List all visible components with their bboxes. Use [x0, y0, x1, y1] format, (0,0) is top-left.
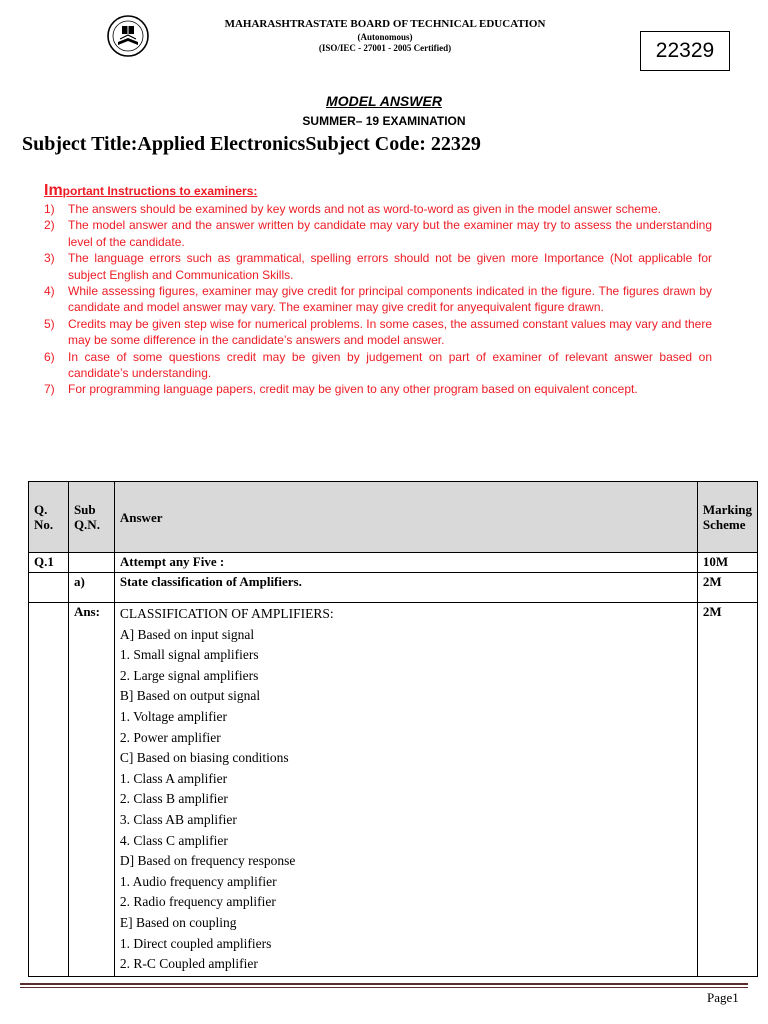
instruction-text: Credits may be given step wise for numerical problems. In some cases, the assumed constant values may vary and there may be some difference in the candidate’s answers and model answer. [68, 316, 712, 348]
answer-line: B] Based on output signal [119, 688, 261, 704]
answer-line: 2. R-C Coupled amplifier [119, 956, 258, 972]
header-answer: Answer [114, 482, 697, 553]
page-number: Page1 [707, 990, 739, 1005]
instructions-heading [44, 182, 712, 200]
answer-line: 1. Class A amplifier [119, 770, 228, 786]
answer-line: E] Based on coupling [119, 914, 237, 930]
answer-line: 2. Class B amplifier [119, 791, 228, 807]
board-name: MAHARASHTRASTATE BOARD OF TECHNICAL EDUCATION [224, 18, 546, 30]
instruction-text: The model answer and the answer written by candidate may vary but the examiner may try to assess the understanding level of the candidate. [68, 218, 712, 249]
instruction-number: 6) [44, 349, 55, 364]
answer-line: 2. Radio frequency amplifier [119, 894, 276, 910]
answer-line: 3. Class AB amplifier [119, 811, 237, 827]
answer-line: D] Based on frequency response [119, 853, 296, 869]
instruction-number: 7) [44, 382, 55, 397]
q1-number: Q.1 [29, 553, 69, 573]
table-row-q1 [29, 553, 758, 573]
table-row-qa [29, 573, 758, 603]
footer-divider [20, 983, 748, 985]
ans-content [114, 603, 697, 977]
instruction-number: 1) [44, 202, 55, 216]
instructions-heading-rest: portant Instructions to examiners: [62, 184, 258, 198]
instruction-text: The answers should be examined by key words and not as word-to-word as given in the model answer scheme. [68, 202, 661, 216]
instruction-item [44, 250, 712, 283]
instructions-section [44, 182, 712, 398]
footer-divider-thin [20, 987, 748, 988]
qa-subqn: a) [68, 573, 114, 603]
instruction-item [44, 316, 712, 349]
answer-line: A] Based on input signal [119, 626, 255, 642]
answer-line: 2. Large signal amplifiers [119, 667, 259, 683]
answer-line: 1. Direct coupled amplifiers [119, 935, 272, 951]
qa-question: State classification of Amplifiers. [114, 573, 697, 603]
instruction-item [44, 217, 712, 250]
instruction-text: While assessing figures, examiner may give credit for principal components indicated in the figure. The figures drawn by candidate and model answer may vary. The examiner may give credit for anyequivalent figure drawn. [68, 284, 712, 315]
certification-label: (ISO/IEC - 27001 - 2005 Certified) [318, 43, 452, 53]
instruction-text: The language errors such as grammatical, spelling errors should not be given more Importance (Not applicable for subject English and Communication Skills. [68, 251, 712, 282]
instruction-number: 4) [44, 284, 55, 299]
table-header-row [29, 482, 758, 553]
autonomous-label: (Autonomous) [357, 31, 413, 42]
header-qno: Q. No. [29, 482, 69, 553]
ans-marks: 2M [697, 603, 757, 977]
header-marking: Marking Scheme [697, 482, 757, 553]
answer-line: CLASSIFICATION OF AMPLIFIERS: [119, 606, 334, 621]
q1-subqn-empty [68, 553, 114, 573]
answer-line: 1. Audio frequency amplifier [119, 873, 277, 889]
table-row-answer [29, 603, 758, 977]
instruction-number: 2) [44, 218, 55, 233]
q1-instruction: Attempt any Five : [114, 553, 697, 573]
answer-line: 2. Power amplifier [119, 729, 221, 745]
instruction-text: In case of some questions credit may be given by judgement on part of examiner of relevant answer based on candidate’s understanding. [68, 349, 712, 381]
qa-qno-empty [29, 573, 69, 603]
instruction-item [44, 381, 712, 397]
subject-code-box: 22329 [640, 31, 730, 71]
answer-line: 1. Voltage amplifier [119, 708, 227, 724]
model-answer-title: MODEL ANSWER [326, 93, 442, 109]
instruction-text: For programming language papers, credit may be given to any other program based on equivalent concept. [68, 382, 638, 397]
instruction-number: 5) [44, 316, 55, 331]
header-subqn: Sub Q.N. [68, 482, 114, 553]
instruction-item [44, 349, 712, 382]
instruction-item [44, 201, 712, 217]
ans-qno-empty [29, 603, 69, 977]
instruction-item [44, 283, 712, 316]
instructions-heading-initial: Im [44, 182, 63, 199]
subject-title-line: Subject Title:Applied ElectronicsSubject Code: 22329 [22, 133, 481, 155]
answer-line: C] Based on biasing conditions [119, 750, 289, 766]
exam-title: SUMMER– 19 EXAMINATION [302, 114, 466, 128]
board-logo-icon [104, 14, 152, 58]
qa-marks: 2M [697, 573, 757, 603]
q1-marks: 10M [697, 553, 757, 573]
answer-line: 1. Small signal amplifiers [119, 647, 259, 663]
board-header [190, 18, 580, 54]
ans-label: Ans: [68, 603, 114, 977]
answer-table [28, 481, 758, 977]
answer-line: 4. Class C amplifier [119, 832, 228, 848]
instruction-number: 3) [44, 251, 55, 266]
